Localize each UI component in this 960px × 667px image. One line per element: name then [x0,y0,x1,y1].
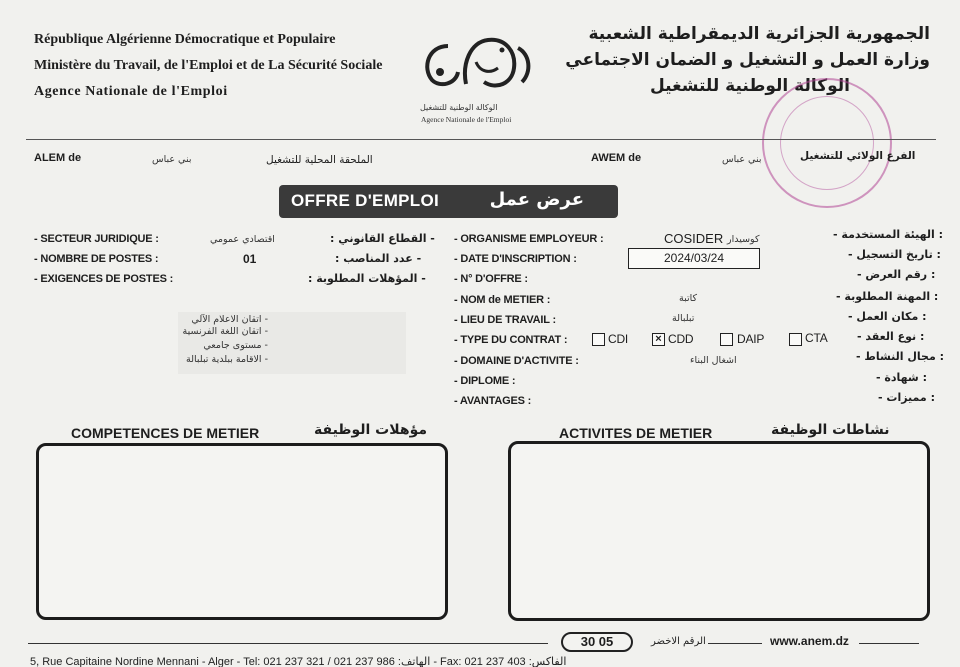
cdd-option-label: CDD [668,332,694,346]
organisme-label: - ORGANISME EMPLOYEUR : [454,233,604,245]
domaine-value: اشغال البناء [690,355,737,366]
exigences-list [178,312,406,374]
footer-address: 5, Rue Capitaine Nordine Mennani - Alger - Tel: 021 237 321 / 021 237 986 :الهاتف - Fax: 021 237 403 :الفاكس [30,656,567,667]
awem-label: AWEM de [591,152,642,164]
offer-title-bar [279,185,618,218]
organisme-value: COSIDER [664,231,724,246]
footer-rule-mid [708,643,762,644]
competences-ar-title: مؤهلات الوظيفة [314,422,428,438]
nombre-ar-label: - عدد المناصب : [335,252,422,265]
nombre-value: 01 [243,252,257,266]
green-number-badge: 30 05 [561,632,633,652]
daip-option-label: DAIP [737,332,765,346]
avantages-ar-label: : مميزات - [878,391,935,404]
metier-label: - NOM de METIER : [454,294,551,306]
nombre-label: - NOMBRE DE POSTES : [34,253,159,265]
organisme-ar-label: : الهيئة المستخدمة - [833,228,943,241]
header-ar-line1: الجمهورية الجزائرية الديمقراطية الشعبية [588,24,930,44]
cdi-checkbox[interactable] [592,333,605,346]
contrat-label: - TYPE DU CONTRAT : [454,334,568,346]
lieu-value: تبلبالة [672,313,695,324]
diplome-label: - DIPLOME : [454,375,516,387]
cdi-option-label: CDI [608,332,629,346]
awem-value: بني عباس [722,154,762,165]
official-stamp [762,78,892,208]
competences-title: COMPETENCES DE METIER [71,425,260,441]
logo-caption-ar: الوكالة الوطنية للتشغيل [420,103,498,112]
header-fr-line3: Agence Nationale de l'Emploi [34,84,228,99]
alem-label: ALEM de [34,152,82,164]
offre-label: - N° D'OFFRE : [454,273,528,285]
lieu-ar-label: : مكان العمل - [848,310,927,323]
exigence-item: - اتقان اللغة الفرنسية [182,326,268,337]
cta-option-label: CTA [805,331,828,345]
lieu-label: - LIEU DE TRAVAIL : [454,314,556,326]
footer-rule-right [859,643,919,644]
header-divider [26,139,936,140]
contrat-ar-label: : نوع العقد - [857,330,925,343]
website-link[interactable]: www.anem.dz [770,634,849,648]
metier-value: كاتبة [679,293,698,304]
organisme-value-ar: كوسيدار [727,234,760,245]
awem-ar-label: الفرع الولائي للتشغيل [800,150,916,162]
header-ar-line2: وزارة العمل و التشغيل و الضمان الاجتماعي [565,50,930,70]
activites-title: ACTIVITES DE METIER [559,425,713,441]
offre-ar-label: : رقم العرض - [857,268,936,281]
cta-checkbox[interactable] [789,333,802,346]
daip-checkbox[interactable] [720,333,733,346]
activites-box[interactable] [508,441,930,621]
domaine-ar-label: : مجال النشاط - [856,350,945,363]
date-ar-label: : تاريخ التسجيل - [848,248,941,261]
alem-ar-label: الملحقة المحلية للتشغيل [266,154,373,166]
competences-box[interactable] [36,443,448,620]
header-fr-line2: Ministère du Travail, de l'Emploi et de La Sécurité Sociale [34,58,383,73]
diplome-ar-label: : شهادة - [876,371,927,384]
exigence-item: - اتقان الاعلام الآلي [191,314,268,325]
metier-ar-label: : المهنة المطلوبة - [836,290,939,303]
alem-value: بني عباس [152,154,192,165]
green-number-label: الرقم الاخضر [651,636,706,647]
exigences-ar-label: - المؤهلات المطلوبة : [308,272,426,285]
secteur-value: اقتصادي عمومي [210,234,275,245]
exigence-item: - مستوى جامعي [203,340,268,351]
exigence-item: - الاقامة ببلدية تبلبالة [186,354,268,365]
title-fr: OFFRE D'EMPLOI [291,191,440,210]
date-field: 2024/03/24 [628,248,760,269]
title-ar: عرض عمل [489,189,584,210]
domaine-label: - DOMAINE D'ACTIVITE : [454,355,579,367]
date-label: - DATE D'INSCRIPTION : [454,253,577,265]
avantages-label: - AVANTAGES : [454,395,532,407]
secteur-label: - SECTEUR JURIDIQUE : [34,233,159,245]
exigences-label: - EXIGENCES DE POSTES : [34,273,174,285]
secteur-ar-label: - القطاع القانوني : [330,232,435,245]
anem-logo-icon [418,28,536,110]
cdd-checkbox[interactable]: × [652,333,665,346]
header-ar-line3: الوكالة الوطنية للتشغيل [649,76,850,96]
header-fr-line1: République Algérienne Démocratique et Populaire [34,32,336,47]
activites-ar-title: نشاطات الوظيفة [771,422,890,438]
logo-caption-fr: Agence Nationale de l'Emploi [421,115,512,124]
footer-rule-left [28,643,548,644]
